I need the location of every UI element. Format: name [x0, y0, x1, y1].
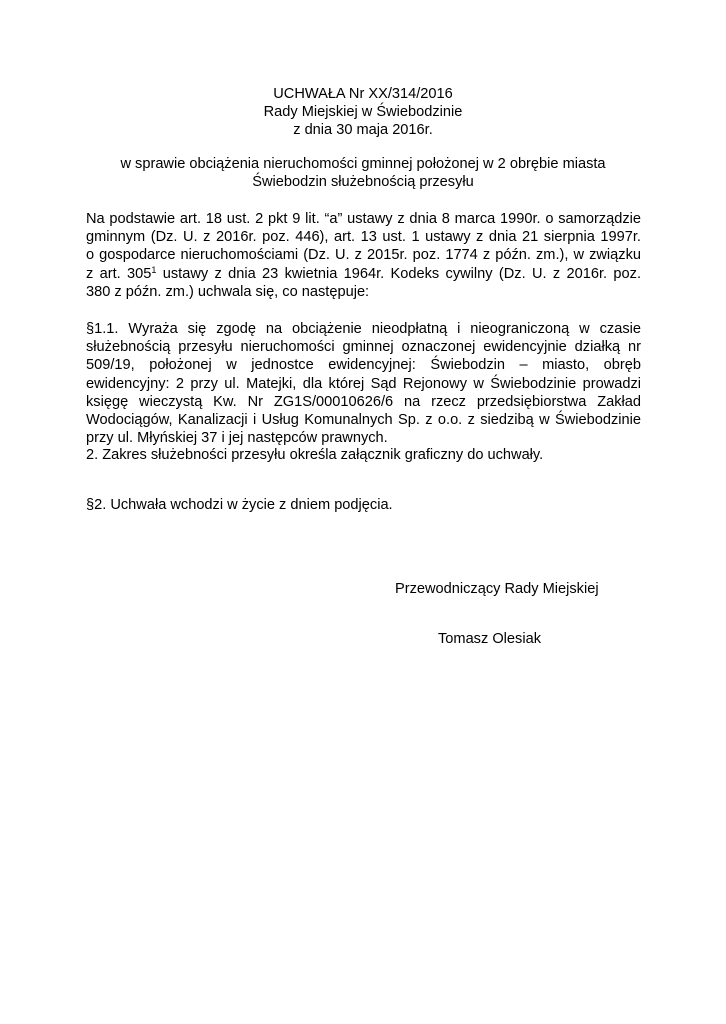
section-1-line: 509/19, położonej w jednostce ewidencyjnej: Świebodzin – miasto, obręb — [86, 357, 641, 374]
legal-basis-line: 380 z późn. zm.) uchwala się, co następuje: — [86, 283, 370, 300]
signatory-name: Tomasz Olesiak — [438, 631, 541, 647]
legal-basis-text: ustawy z dnia 23 kwietnia 1964r. Kodeks cywilny (Dz. U. z 2016r. poz. — [156, 265, 641, 282]
section-1-line: przy ul. Młyńskiej 37 i jej następców prawnych. — [86, 430, 388, 447]
section-1-line: ewidencyjny: 2 przy ul. Matejki, dla której Sąd Rejonowy w Świebodzinie prowadzi — [86, 375, 641, 392]
section-2-paragraph — [86, 496, 641, 514]
legal-basis-paragraph — [86, 210, 641, 301]
resolution-date: z dnia 30 maja 2016r. — [293, 122, 433, 138]
section-1-point-2-text: 2. Zakres służebności przesyłu określa załącznik graficzny do uchwały. — [86, 447, 544, 463]
resolution-subject — [0, 155, 726, 191]
signatory-role: Przewodniczący Rady Miejskiej — [395, 581, 599, 597]
section-1-line: księgę wieczystą Kw. Nr ZG1S/00010626/6 na rzecz przedsiębiorstwa Zakład — [86, 393, 641, 410]
superscript: 1 — [151, 264, 157, 275]
section-1-line: §1.1. Wyraża się zgodę na obciążenie nieodpłatną i nieograniczoną w czasie — [86, 321, 641, 337]
council-name: Rady Miejskiej w Świebodzinie — [263, 104, 463, 120]
legal-basis-line: o gospodarce nieruchomościami (Dz. U. z 2015r. poz. 1774 z późn. zm.), w związku — [86, 247, 641, 264]
section-1-paragraph — [86, 320, 641, 447]
section-1-line: służebnością przesyłu nieruchomości gminnej oznaczonej ewidencyjnie działką nr — [86, 339, 641, 356]
legal-basis-line: gminnym (Dz. U. z 2016r. poz. 446), art. 13 ust. 1 ustawy z dnia 21 sierpnia 1997r. — [86, 229, 641, 246]
subject-line-2: Świebodzin służebnością przesyłu — [252, 174, 474, 190]
section-1-line: Wodociągów, Kanalizacji i Usług Komunalnych Sp. z o.o. z siedzibą w Świebodzinie — [86, 412, 641, 429]
resolution-header — [0, 85, 726, 139]
legal-basis-line: Na podstawie art. 18 ust. 2 pkt 9 lit. “a” ustawy z dnia 8 marca 1990r. o samorządzie — [86, 211, 641, 227]
section-2-text: §2. Uchwała wchodzi w życie z dniem podjęcia. — [86, 497, 393, 513]
subject-line-1: w sprawie obciążenia nieruchomości gminnej położonej w 2 obrębie miasta — [120, 156, 606, 172]
legal-basis-text: z art. 305 — [86, 265, 152, 282]
section-1-point-2 — [86, 446, 641, 464]
resolution-title: UCHWAŁA Nr XX/314/2016 — [273, 86, 453, 102]
legal-basis-line-4 — [86, 265, 641, 283]
